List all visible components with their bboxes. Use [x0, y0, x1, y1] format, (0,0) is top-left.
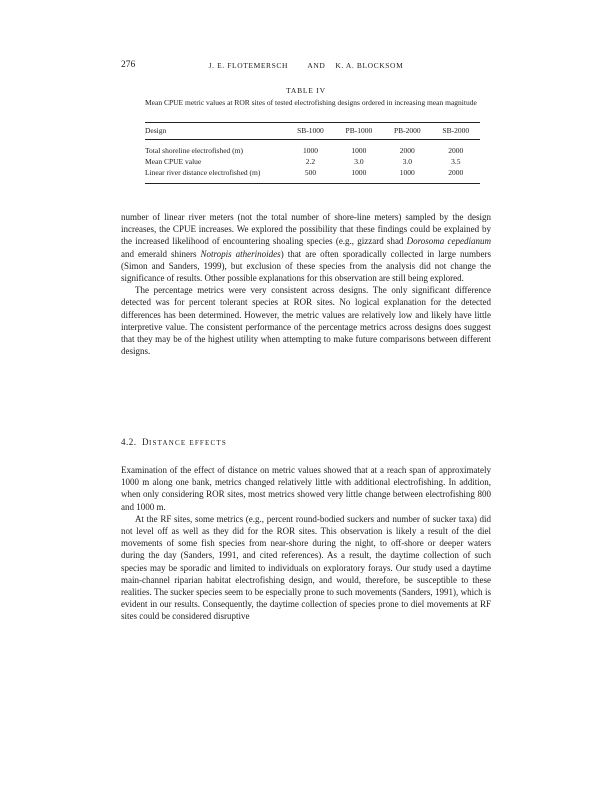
- table-cell: 3.0: [402, 157, 412, 166]
- paragraph-rf-sites: At the RF sites, some metrics (e.g., percent round-bodied suckers and number of sucker taxa) did not level off as well as they did for the ROR sites. This observation is likely a result of the diel movements of some fish species from near-shore during the night, to off-shore or deeper waters during the day (Sanders, 1991, and cited references). As a result, the daytime collection of such species may be sporadic and limited to individuals on exploratory forays. Our study used a daytime main-channel riparian habitat electrofishing design, and would, therefore, be susceptible to these realities. The sucker species seem to be especially prone to such movements (Sanders, 1991), which is evident in our results. Consequently, the daytime collection of species prone to diel movements at RF sites could be considered disruptive: [121, 513, 491, 622]
- paragraph-percentage-metrics: The percentage metrics were very consistent across designs. The only significant difference detected was for percent tolerant species at ROR sites. No logical explanation for the detected differences has been determined. However, the metric values are relatively low and likely have little interpretive value. The consistent performance of the percentage metrics across designs does suggest that they may be of the highest utility when attempting to make future comparisons between different designs.: [121, 285, 491, 357]
- table-cell: 3.0: [354, 157, 364, 166]
- table-top-rule: [145, 122, 480, 123]
- body-text-lower: [121, 464, 491, 623]
- species-name: Notropis atherinoides: [200, 248, 281, 259]
- paragraph-sampling: number of linear river meters (not the total number of shore-line meters) sampled by the design increases, the CPUE increases. We explored the possibility that these findings could be explained by the increased likelihood of encountering shoaling species (e.g., gizzard shad Dorosoma cepedianum and emerald shiners Notropis atherinoides) that are often sporadically collected in large numbers (Simon and Sanders, 1999), but exclusion of these species from the analysis did not change the significance of results. Other possible explanations for this observation are still being explored.: [121, 212, 491, 284]
- metric-table: [145, 125, 480, 136]
- table-header-rule: [145, 139, 480, 140]
- table-header-row: [145, 125, 480, 136]
- table-cell: 3.5: [451, 157, 461, 166]
- page-number: 276: [121, 60, 136, 70]
- metric-table-body: [145, 145, 480, 178]
- table-caption: Mean CPUE metric values at ROR sites of tested electrofishing designs ordered in increasing mean magnitude: [145, 98, 477, 107]
- table-row: [145, 145, 480, 156]
- table-row: [145, 167, 480, 178]
- row-label: Mean CPUE value: [145, 157, 202, 166]
- table-bottom-rule: [145, 183, 480, 184]
- paragraph-distance: Examination of the effect of distance on metric values showed that at a reach span of approximately 1000 m along one bank, metrics changed relatively little with additional electrofishing. In addition, when only considering ROR sites, most metrics showed very little change between electrofishing 800 and 1000 m.: [121, 465, 491, 512]
- table-cell: 2000: [399, 146, 415, 155]
- column-header: SB-1000: [297, 126, 324, 135]
- body-text-upper: [121, 211, 491, 357]
- table-cell: 1000: [399, 168, 415, 177]
- section-heading: 4.2. DISTANCE EFFECTS: [121, 437, 227, 447]
- table-row: [145, 156, 480, 167]
- table-cell: 2000: [448, 168, 464, 177]
- table-label: TABLE IV: [286, 86, 326, 95]
- row-label: Total shoreline electrofished (m): [145, 146, 243, 155]
- column-header: Design: [145, 126, 167, 135]
- column-header: SB-2000: [442, 126, 470, 135]
- running-head: J. E. FLOTEMERSCH AND K. A. BLOCKSOM: [208, 61, 404, 70]
- table-cell: 1000: [351, 168, 367, 177]
- species-name: Dorosoma cepedianum: [406, 236, 491, 247]
- table-cell: 2.2: [305, 157, 316, 166]
- row-label: Linear river distance electrofished (m): [145, 168, 261, 177]
- column-header: PB-1000: [345, 126, 373, 135]
- table-cell: 1000: [302, 146, 318, 155]
- table-cell: 2000: [448, 146, 464, 155]
- table-cell: 1000: [351, 146, 367, 155]
- column-header: PB-2000: [393, 126, 421, 135]
- table-cell: 500: [304, 168, 317, 177]
